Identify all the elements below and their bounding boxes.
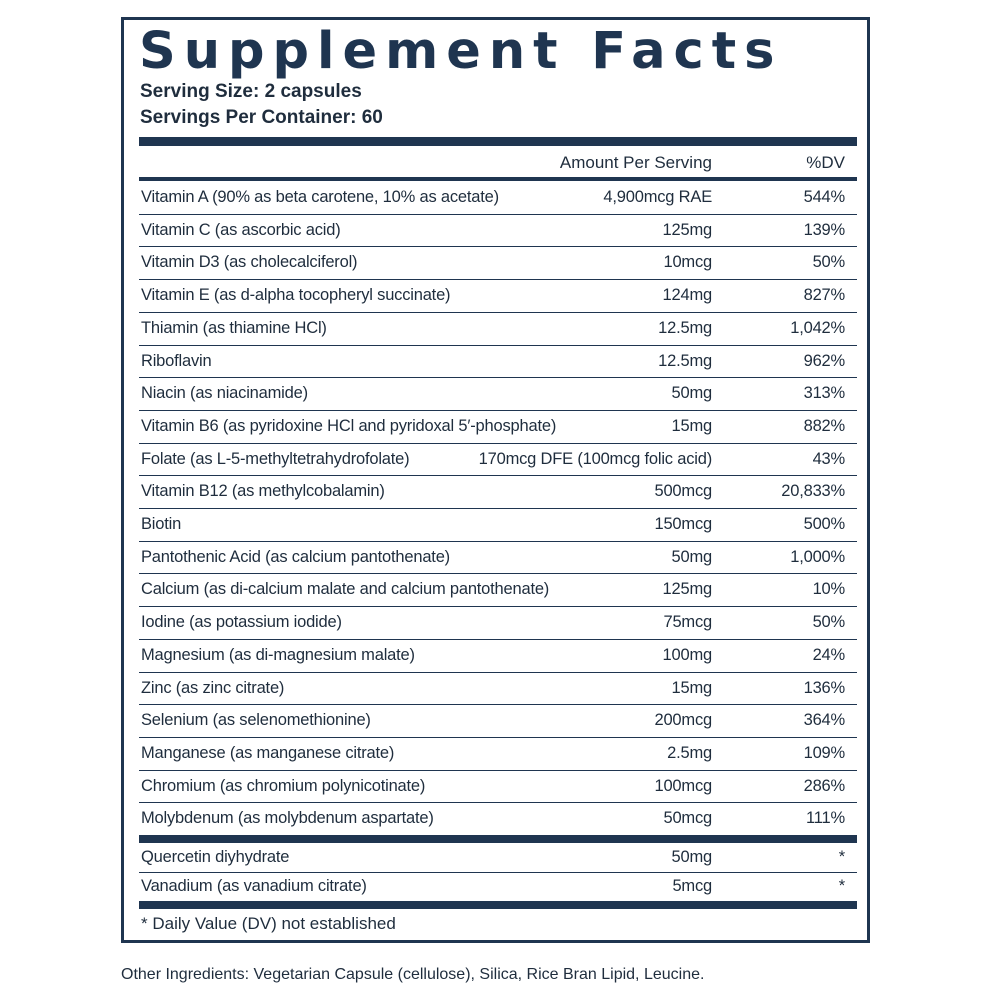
nutrient-name: Vitamin B6 (as pyridoxine HCl and pyridoxal 5′-phosphate) (141, 416, 557, 435)
table-row (139, 508, 857, 540)
nutrient-name: Selenium (as selenomethionine) (141, 711, 371, 730)
amount-column-header: Amount Per Serving (559, 153, 712, 172)
nutrient-dv: 50% (812, 613, 845, 632)
table-row (139, 872, 857, 900)
table-row (139, 639, 857, 671)
table-row (139, 279, 857, 311)
serving-size: Serving Size: 2 capsules (140, 81, 362, 102)
other-ingredients: Other Ingredients: Vegetarian Capsule (cellulose), Silica, Rice Bran Lipid, Leucine. (121, 966, 705, 983)
nutrient-amount: 15mg (671, 416, 712, 435)
nutrient-dv: 500% (803, 515, 845, 533)
nutrient-amount: 500mcg (654, 482, 712, 501)
table-row (139, 704, 857, 736)
nutrient-dv: 136% (803, 678, 845, 697)
nutrient-dv: 20,833% (781, 482, 845, 501)
nutrient-name: Vitamin D3 (as cholecalciferol) (141, 253, 358, 272)
nutrient-amount: 10mcg (663, 253, 712, 272)
nutrient-name: Vitamin E (as d-alpha tocopheryl succinate) (141, 286, 451, 305)
nutrient-dv: 364% (803, 711, 845, 730)
table-row (139, 443, 857, 475)
nutrient-name: Riboflavin (141, 351, 212, 370)
nutrient-name: Molybdenum (as molybdenum aspartate) (141, 809, 434, 828)
table-row (139, 802, 857, 834)
table-row (139, 606, 857, 638)
nutrient-amount: 100mg (662, 645, 712, 664)
nutrient-amount: 125mg (662, 220, 712, 239)
nutrient-name: Zinc (as zinc citrate) (141, 678, 285, 697)
nutrient-name: Quercetin diyhydrate (141, 848, 290, 866)
nutrient-name: Niacin (as niacinamide) (141, 384, 308, 403)
nutrient-dv: 111% (806, 809, 845, 828)
nutrient-dv: 1,000% (790, 547, 845, 566)
table-row (139, 214, 857, 246)
column-header-row (139, 150, 857, 176)
nutrient-dv: 544% (803, 188, 845, 206)
top-divider-bar (139, 137, 857, 146)
nutrient-name: Calcium (as di-calcium malate and calcium pantothenate) (141, 580, 550, 599)
nutrient-amount: 50mg (671, 547, 712, 566)
mid-divider-bar (139, 835, 857, 843)
nutrient-amount: 100mcg (654, 776, 712, 795)
nutrient-amount: 4,900mcg RAE (603, 188, 712, 206)
table-row (139, 770, 857, 802)
nutrient-amount: 12.5mg (658, 351, 712, 370)
panel-title: Supplement Facts (139, 22, 783, 81)
nutrient-name: Folate (as L-5-methyltetrahydrofolate) (141, 449, 410, 468)
nutrient-dv: 139% (803, 220, 845, 239)
table-row (139, 181, 857, 213)
table-row (139, 345, 857, 377)
nutrient-dv: * (838, 848, 845, 866)
nutrient-dv: 827% (803, 286, 845, 305)
nutrient-dv: 882% (803, 416, 845, 435)
table-row (139, 843, 857, 871)
nutrient-dv: 286% (803, 776, 845, 795)
nutrient-amount: 124mg (662, 286, 712, 305)
nutrient-amount: 150mcg (654, 515, 712, 533)
table-row (139, 475, 857, 507)
table-row (139, 672, 857, 704)
nutrient-amount: 75mcg (663, 613, 712, 632)
nutrient-amount: 125mg (662, 580, 712, 599)
table-row (139, 312, 857, 344)
nutrient-amount: 50mcg (663, 809, 712, 828)
table-row (139, 737, 857, 769)
nutrient-amount: 50mg (671, 848, 712, 866)
nutrient-dv: 313% (803, 384, 845, 403)
nutrient-amount: 2.5mg (667, 743, 712, 762)
nutrient-amount: 5mcg (672, 877, 712, 895)
nutrient-name: Manganese (as manganese citrate) (141, 743, 395, 762)
nutrient-name: Vitamin B12 (as methylcobalamin) (141, 482, 385, 501)
table-row (139, 246, 857, 278)
nutrient-amount: 50mg (671, 384, 712, 403)
nutrient-name: Iodine (as potassium iodide) (141, 613, 342, 632)
nutrient-name: Thiamin (as thiamine HCl) (141, 318, 327, 337)
table-row (139, 410, 857, 442)
nutrient-name: Biotin (141, 515, 182, 533)
nutrient-amount: 170mcg DFE (100mcg folic acid) (478, 449, 712, 468)
table-row (139, 377, 857, 409)
dv-footnote: * Daily Value (DV) not established (141, 914, 396, 933)
nutrient-name: Vitamin C (as ascorbic acid) (141, 220, 341, 239)
nutrient-amount: 12.5mg (658, 318, 712, 337)
nutrient-name: Pantothenic Acid (as calcium pantothenate) (141, 547, 450, 566)
table-row (139, 573, 857, 605)
nutrient-name: Magnesium (as di-magnesium malate) (141, 645, 415, 664)
nutrient-name: Vitamin A (90% as beta carotene, 10% as acetate) (141, 188, 499, 206)
bottom-divider-bar (139, 901, 857, 909)
nutrient-dv: * (838, 877, 845, 895)
nutrient-dv: 1,042% (790, 318, 845, 337)
table-row (139, 541, 857, 573)
nutrient-dv: 962% (803, 351, 845, 370)
nutrient-dv: 109% (803, 743, 845, 762)
nutrient-name: Vanadium (as vanadium citrate) (141, 877, 367, 895)
nutrient-amount: 200mcg (654, 711, 712, 730)
nutrient-name: Chromium (as chromium polynicotinate) (141, 776, 426, 795)
nutrient-dv: 43% (812, 449, 845, 468)
nutrient-amount: 15mg (671, 678, 712, 697)
dv-column-header: %DV (806, 153, 845, 172)
servings-per-container: Servings Per Container: 60 (140, 107, 383, 128)
nutrient-dv: 50% (812, 253, 845, 272)
nutrient-dv: 10% (812, 580, 845, 599)
nutrient-dv: 24% (812, 645, 845, 664)
